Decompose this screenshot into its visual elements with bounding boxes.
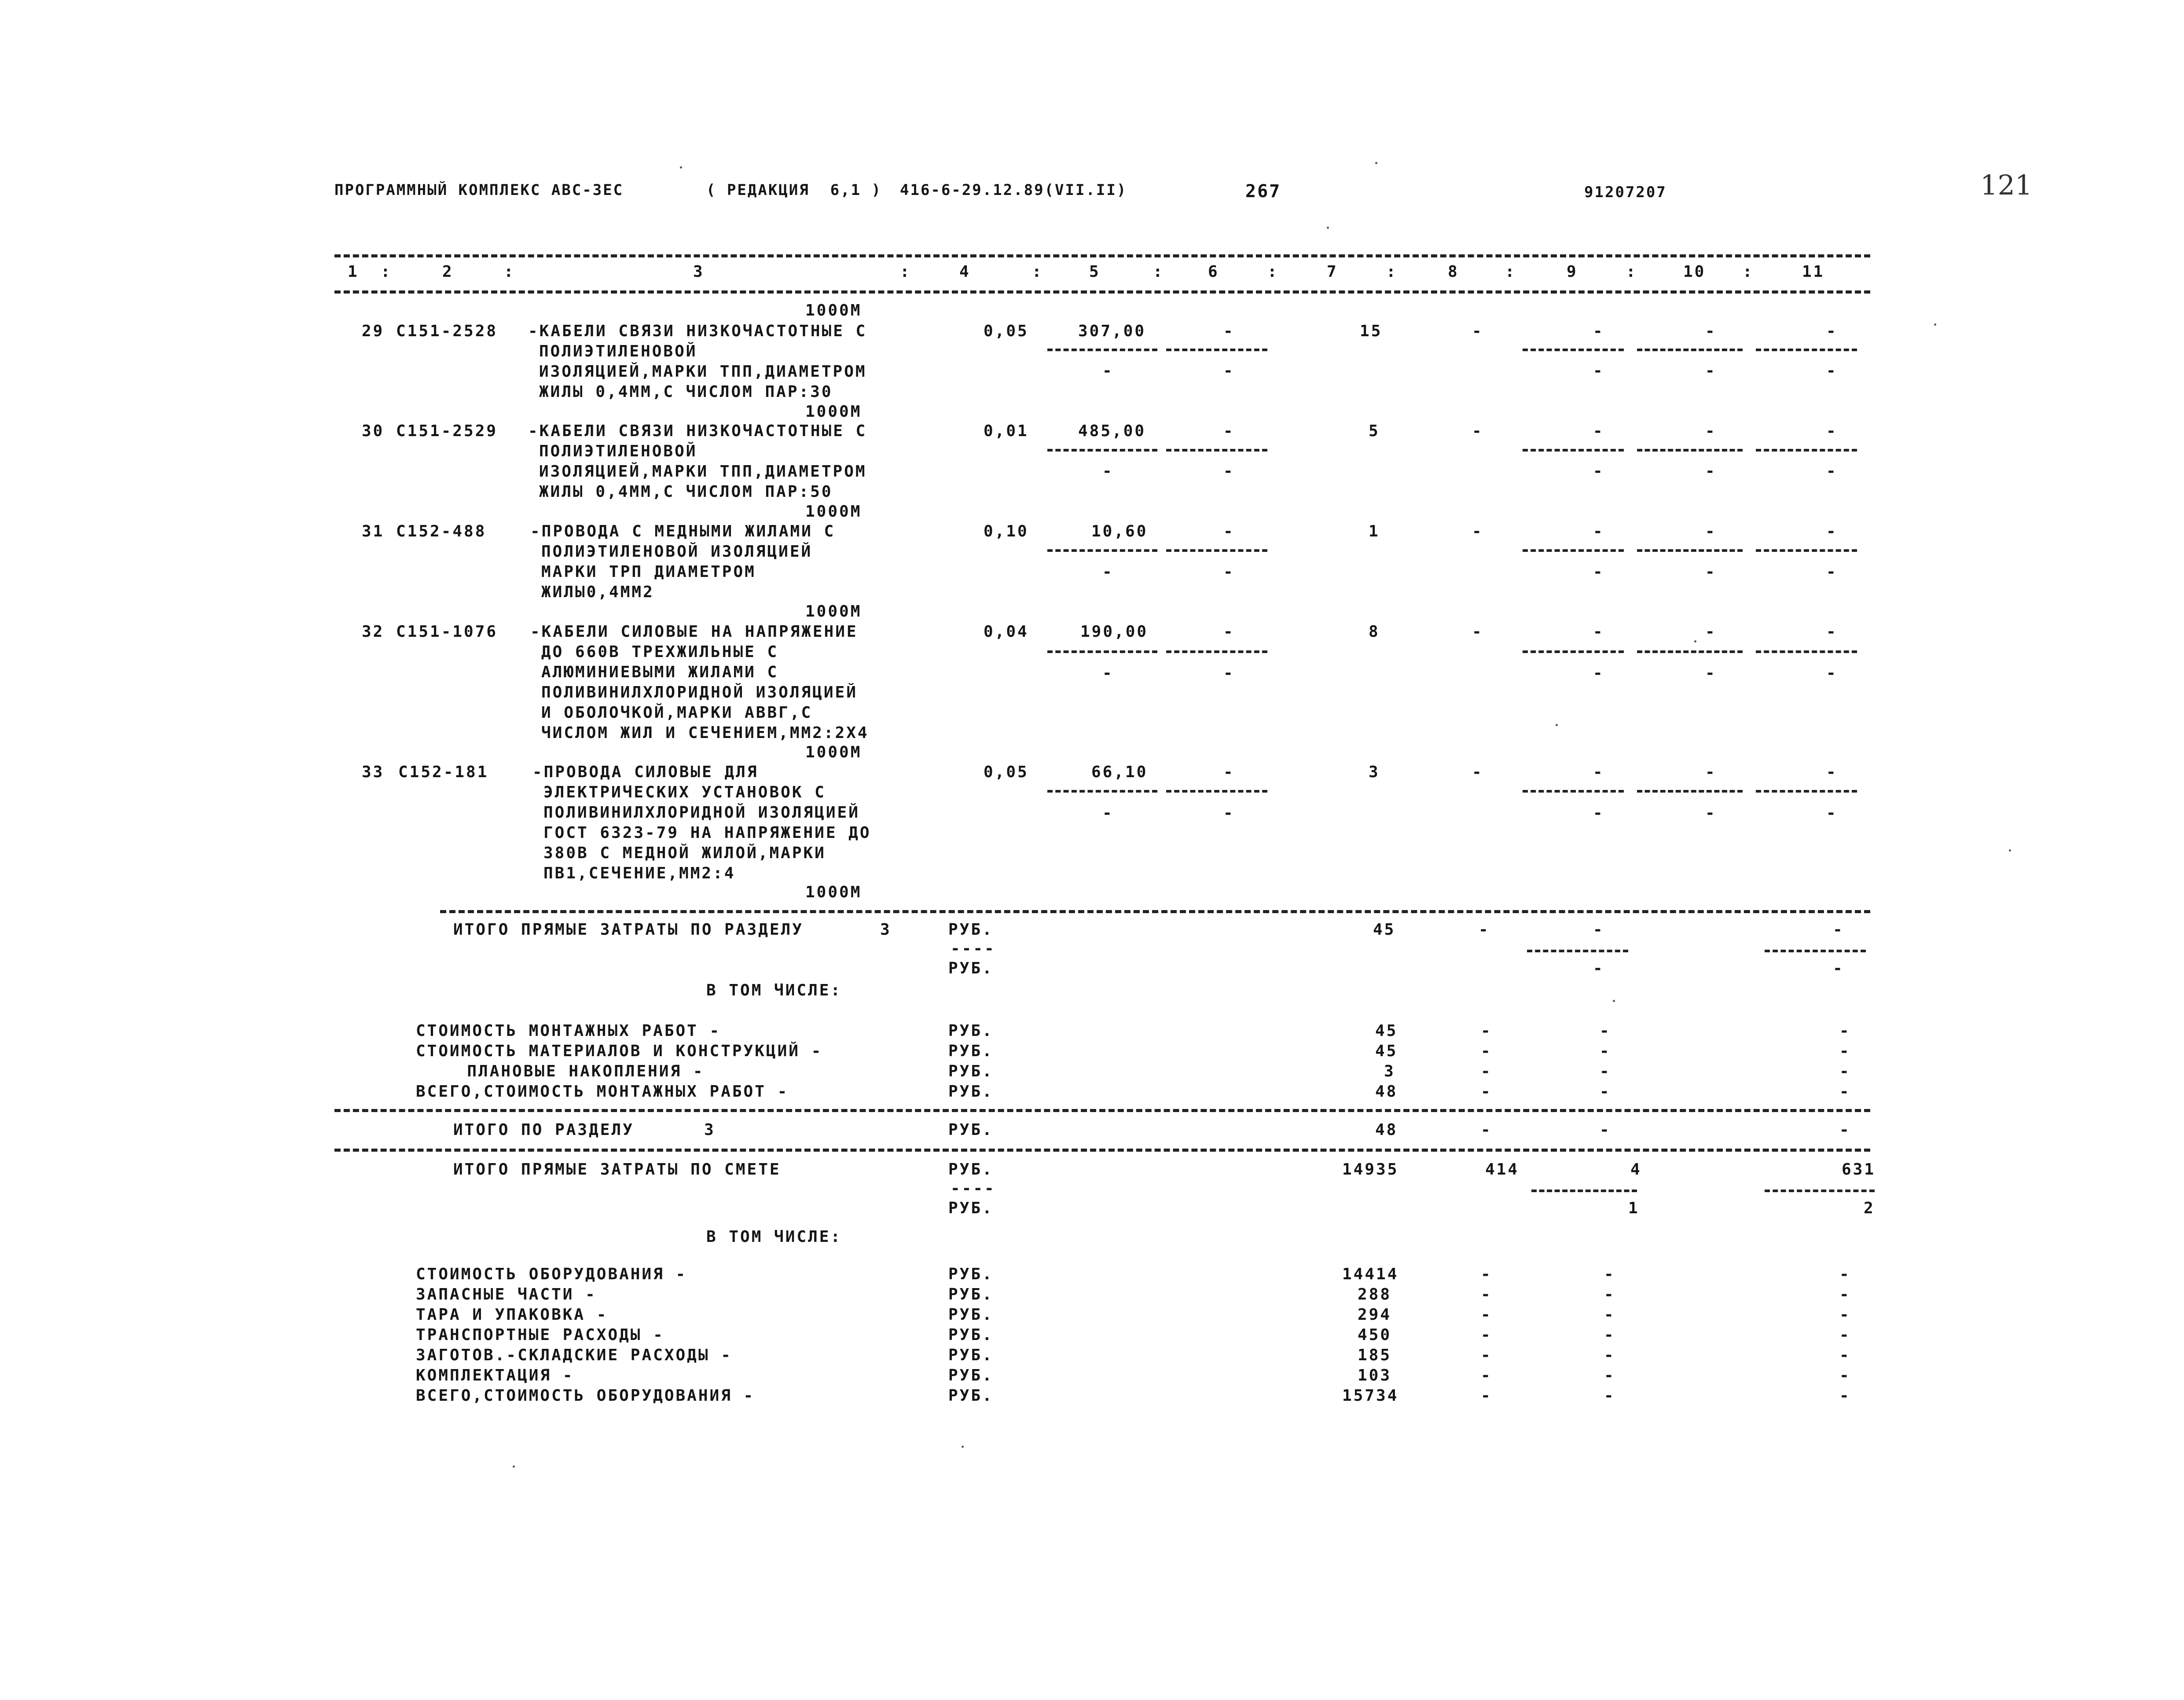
unit-label: 1000М xyxy=(805,301,862,319)
breakdown-col9: - xyxy=(1604,1366,1615,1384)
subtotal-rule xyxy=(1765,1190,1875,1192)
subtotal-rule xyxy=(1637,790,1743,793)
item-number: 30 xyxy=(362,422,385,440)
unit-label: 1000М xyxy=(805,503,862,521)
item-col11-sub: - xyxy=(1826,362,1838,380)
header-bottom-rule xyxy=(334,290,1870,294)
breakdown-col8: - xyxy=(1481,1285,1492,1303)
total-col9: 4 xyxy=(1630,1160,1642,1179)
item-desc-line: -КАБЕЛИ СИЛОВЫЕ НА НАПРЯЖЕНИЕ xyxy=(530,623,858,641)
item-col10: - xyxy=(1705,522,1717,540)
item-qty: 0,10 xyxy=(984,522,1029,540)
unit-label: 1000М xyxy=(805,883,862,901)
item-col5-sub: - xyxy=(1102,563,1114,581)
breakdown-col11: - xyxy=(1839,1366,1851,1384)
subtotal-rule xyxy=(1637,349,1743,351)
col-sep: : xyxy=(900,263,911,281)
currency-unit: РУБ. xyxy=(948,1366,994,1384)
edition: ( РЕДАКЦИЯ 6,1 ) xyxy=(706,181,882,199)
scan-speck xyxy=(1694,640,1696,643)
breakdown-col11: - xyxy=(1839,1042,1851,1060)
currency-unit: РУБ. xyxy=(948,1062,994,1080)
breakdown-col11: - xyxy=(1839,1285,1851,1303)
item-col5-sub: - xyxy=(1102,804,1114,822)
breakdown-col7: 48 xyxy=(1375,1083,1398,1101)
item-col11-sub: - xyxy=(1826,664,1838,682)
breakdown-col9: - xyxy=(1604,1285,1615,1303)
item-col8: - xyxy=(1472,522,1483,540)
scan-speck xyxy=(1613,1000,1615,1002)
currency-unit: РУБ. xyxy=(948,1160,994,1179)
item-code: С151-2528 xyxy=(396,322,498,340)
item-col9: - xyxy=(1593,322,1604,340)
item-col11: - xyxy=(1826,623,1838,641)
item-col10-sub: - xyxy=(1705,462,1717,480)
col-header-2: 2 xyxy=(442,263,454,281)
col-header-6: 6 xyxy=(1208,263,1219,281)
item-price: 10,60 xyxy=(1091,522,1148,540)
section-number: 3 xyxy=(704,1121,716,1139)
total-col8: - xyxy=(1479,921,1490,939)
breakdown-col11: - xyxy=(1839,1306,1851,1324)
item-desc-line: ЭЛЕКТРИЧЕСКИХ УСТАНОВОК С xyxy=(543,783,826,801)
breakdown-label: ПЛАНОВЫЕ НАКОПЛЕНИЯ - xyxy=(444,1062,705,1080)
item-qty: 0,05 xyxy=(984,322,1029,340)
item-qty: 0,04 xyxy=(984,623,1029,641)
item-col7: 3 xyxy=(1369,763,1380,781)
item-desc-line: АЛЮМИНИЕВЫМИ ЖИЛАМИ С xyxy=(541,663,779,681)
col-header-9: 9 xyxy=(1567,263,1578,281)
item-desc-line: ЧИСЛОМ ЖИЛ И СЕЧЕНИЕМ,ММ2:2Х4 xyxy=(541,724,869,742)
subtotal-rule xyxy=(1756,790,1857,793)
item-col10-sub: - xyxy=(1705,563,1717,581)
breakdown-col7: 15734 xyxy=(1342,1387,1399,1405)
subtotal-rule xyxy=(1166,790,1267,793)
subtotal-rule xyxy=(1047,549,1157,552)
breakdown-col9: - xyxy=(1600,1042,1611,1060)
breakdown-col7: 45 xyxy=(1375,1022,1398,1040)
item-col6-sub: - xyxy=(1223,664,1235,682)
col-header-4: 4 xyxy=(959,263,971,281)
item-col9: - xyxy=(1593,422,1604,440)
breakdown-label: ТРАНСПОРТНЫЕ РАСХОДЫ - xyxy=(416,1326,664,1344)
breakdown-col8: - xyxy=(1481,1306,1492,1324)
section-rule xyxy=(334,1149,1870,1152)
item-col6: - xyxy=(1223,422,1235,440)
item-col9-sub: - xyxy=(1593,664,1604,682)
item-col10-sub: - xyxy=(1705,664,1717,682)
item-desc-line: МАРКИ ТРП ДИАМЕТРОМ xyxy=(541,563,756,581)
item-number: 29 xyxy=(362,322,385,340)
breakdown-col11: - xyxy=(1839,1062,1851,1080)
item-col6: - xyxy=(1223,322,1235,340)
item-col9: - xyxy=(1593,763,1604,781)
subtotal-rule xyxy=(1756,449,1857,452)
sheet-number: 121 xyxy=(1980,169,2033,201)
currency-unit: РУБ. xyxy=(948,1042,994,1060)
unit-label: 1000М xyxy=(805,743,862,761)
item-desc-line: ГОСТ 6323-79 НА НАПРЯЖЕНИЕ ДО xyxy=(543,824,871,842)
item-desc-line: -ПРОВОДА СИЛОВЫЕ ДЛЯ xyxy=(532,763,759,781)
currency-unit: РУБ. xyxy=(948,959,994,977)
item-col9-sub: - xyxy=(1593,462,1604,480)
breakdown-label: ЗАГОТОВ.-СКЛАДСКИЕ РАСХОДЫ - xyxy=(416,1346,732,1364)
item-desc-line: ПОЛИВИНИЛХЛОРИДНОЙ ИЗОЛЯЦИЕЙ xyxy=(541,683,858,701)
item-col9-sub: - xyxy=(1593,362,1604,380)
col-header-8: 8 xyxy=(1448,263,1459,281)
scan-speck xyxy=(962,1446,964,1448)
item-col11-sub: - xyxy=(1826,804,1838,822)
subtotal-rule xyxy=(1523,650,1624,653)
item-col5-sub: - xyxy=(1102,362,1114,380)
item-col7: 8 xyxy=(1369,623,1380,641)
breakdown-col9: - xyxy=(1600,1062,1611,1080)
item-col10-sub: - xyxy=(1705,804,1717,822)
item-col11: - xyxy=(1826,763,1838,781)
item-desc-line: ПВ1,СЕЧЕНИЕ,ММ2:4 xyxy=(543,864,736,882)
total-col7: 14935 xyxy=(1342,1160,1399,1179)
item-desc-line: ПОЛИЭТИЛЕНОВОЙ ИЗОЛЯЦИЕЙ xyxy=(541,543,813,561)
breakdown-label: ВСЕГО,СТОИМОСТЬ ОБОРУДОВАНИЯ - xyxy=(416,1387,755,1405)
breakdown-col9: - xyxy=(1604,1346,1615,1364)
item-col11-sub: - xyxy=(1826,563,1838,581)
currency-unit: РУБ. xyxy=(948,1199,994,1217)
breakdown-col11: - xyxy=(1839,1346,1851,1364)
currency-unit: РУБ. xyxy=(948,1083,994,1101)
col-sep: : xyxy=(1386,263,1398,281)
total-label: ИТОГО ПРЯМЫЕ ЗАТРАТЫ ПО СМЕТЕ xyxy=(453,1160,781,1179)
col-header-1: 1 xyxy=(348,263,359,281)
total-col11: - xyxy=(1833,921,1844,939)
subtotal-rule xyxy=(1637,549,1743,552)
currency-unit: РУБ. xyxy=(948,1121,994,1139)
total-col11: 631 xyxy=(1842,1160,1876,1179)
scan-speck xyxy=(1556,724,1558,726)
total-col9-sub: 1 xyxy=(1628,1199,1640,1217)
total-col8: 414 xyxy=(1485,1160,1520,1179)
currency-unit: РУБ. xyxy=(948,921,994,939)
including-label: В ТОМ ЧИСЛЕ: xyxy=(706,1228,842,1246)
subtotal-rule xyxy=(1531,1190,1637,1192)
item-code: С152-488 xyxy=(396,522,487,540)
section-rule xyxy=(334,1109,1870,1112)
breakdown-col8: - xyxy=(1481,1083,1492,1101)
total-col11-sub: 2 xyxy=(1864,1199,1875,1217)
item-col6: - xyxy=(1223,623,1235,641)
scan-speck xyxy=(1934,323,1936,326)
item-desc-line: ИЗОЛЯЦИЕЙ,МАРКИ ТПП,ДИАМЕТРОМ xyxy=(539,363,867,381)
item-col6-sub: - xyxy=(1223,804,1235,822)
currency-unit: РУБ. xyxy=(948,1285,994,1303)
breakdown-col11: - xyxy=(1839,1083,1851,1101)
col-sep: : xyxy=(1505,263,1516,281)
item-col9: - xyxy=(1593,522,1604,540)
subtotal-rule xyxy=(1765,950,1866,952)
breakdown-col7: 45 xyxy=(1375,1042,1398,1060)
total-col7: 48 xyxy=(1375,1121,1398,1139)
breakdown-label: СТОИМОСТЬ МАТЕРИАЛОВ И КОНСТРУКЦИЙ - xyxy=(416,1042,823,1060)
breakdown-col11: - xyxy=(1839,1022,1851,1040)
item-col6: - xyxy=(1223,763,1235,781)
breakdown-label: СТОИМОСТЬ ОБОРУДОВАНИЯ - xyxy=(416,1265,687,1283)
item-desc-line: ИЗОЛЯЦИЕЙ,МАРКИ ТПП,ДИАМЕТРОМ xyxy=(539,463,867,481)
item-col8: - xyxy=(1472,763,1483,781)
total-col9-sub: - xyxy=(1593,959,1604,977)
breakdown-col8: - xyxy=(1481,1022,1492,1040)
total-label: ИТОГО ПО РАЗДЕЛУ xyxy=(453,1121,634,1139)
item-col11: - xyxy=(1826,322,1838,340)
item-col5-sub: - xyxy=(1102,664,1114,682)
program-name: ПРОГРАММНЫЙ КОМПЛЕКС АВС-ЗЕС xyxy=(334,181,624,199)
item-col7: 5 xyxy=(1369,422,1380,440)
including-label: В ТОМ ЧИСЛЕ: xyxy=(706,981,842,999)
breakdown-col8: - xyxy=(1481,1346,1492,1364)
breakdown-col9: - xyxy=(1600,1083,1611,1101)
item-col10: - xyxy=(1705,322,1717,340)
item-number: 32 xyxy=(362,623,385,641)
item-col6-sub: - xyxy=(1223,362,1235,380)
breakdown-col7: 185 xyxy=(1358,1346,1392,1364)
total-label: ИТОГО ПРЯМЫЕ ЗАТРАТЫ ПО РАЗДЕЛУ xyxy=(453,921,804,939)
item-code: С152-181 xyxy=(398,763,489,781)
total-col8: - xyxy=(1481,1121,1492,1139)
total-col9: - xyxy=(1593,921,1604,939)
col-sep: : xyxy=(1032,263,1043,281)
scan-speck xyxy=(2009,849,2011,852)
subtotal-rule xyxy=(1637,449,1743,452)
scan-speck xyxy=(1375,162,1377,164)
item-col8: - xyxy=(1472,623,1483,641)
subtotal-rule xyxy=(1166,549,1267,552)
item-desc-line: -КАБЕЛИ СВЯЗИ НИЗКОЧАСТОТНЫЕ С xyxy=(528,422,867,440)
breakdown-col11: - xyxy=(1839,1265,1851,1283)
col-sep: : xyxy=(1153,263,1164,281)
subtotal-rule xyxy=(1047,790,1157,793)
header-top-rule xyxy=(334,254,1870,257)
col-header-10: 10 xyxy=(1683,263,1706,281)
item-number: 31 xyxy=(362,522,385,540)
item-col9-sub: - xyxy=(1593,804,1604,822)
breakdown-col7: 14414 xyxy=(1342,1265,1399,1283)
breakdown-col8: - xyxy=(1481,1265,1492,1283)
subtotal-rule xyxy=(1047,650,1157,653)
subtotal-rule xyxy=(1756,349,1857,351)
subtotal-rule xyxy=(1523,790,1624,793)
item-desc-line: ПОЛИЭТИЛЕНОВОЙ xyxy=(539,442,697,460)
item-col8: - xyxy=(1472,422,1483,440)
unit-label: 1000М xyxy=(805,602,862,621)
item-desc-line: ДО 660В ТРЕХЖИЛЬНЫЕ С xyxy=(541,643,779,661)
col-header-3: 3 xyxy=(693,263,705,281)
item-desc-line: -ПРОВОДА С МЕДНЫМИ ЖИЛАМИ С xyxy=(530,522,836,540)
item-col10: - xyxy=(1705,763,1717,781)
item-price: 307,00 xyxy=(1078,322,1146,340)
breakdown-col9: - xyxy=(1600,1022,1611,1040)
subtotal-rule xyxy=(1756,549,1857,552)
item-col8: - xyxy=(1472,322,1483,340)
breakdown-col7: 3 xyxy=(1384,1062,1395,1080)
unit-label: 1000М xyxy=(805,403,862,421)
item-col10: - xyxy=(1705,623,1717,641)
item-desc-line: -КАБЕЛИ СВЯЗИ НИЗКОЧАСТОТНЫЕ С xyxy=(528,322,867,340)
item-col6-sub: - xyxy=(1223,563,1235,581)
item-price: 485,00 xyxy=(1078,422,1146,440)
subtotal-rule xyxy=(1166,650,1267,653)
breakdown-col9: - xyxy=(1604,1306,1615,1324)
item-col6-sub: - xyxy=(1223,462,1235,480)
item-price: 66,10 xyxy=(1091,763,1148,781)
subtotal-rule xyxy=(1166,449,1267,452)
item-desc-line: ЖИЛЫ 0,4ММ,С ЧИСЛОМ ПАР:30 xyxy=(539,383,833,401)
item-code: С151-1076 xyxy=(396,623,498,641)
col-sep: : xyxy=(1267,263,1279,281)
item-desc-line: ЖИЛЫ0,4ММ2 xyxy=(541,583,654,601)
item-col5-sub: - xyxy=(1102,462,1114,480)
unit-separator: ---- xyxy=(951,1179,996,1197)
item-desc-line: 380В С МЕДНОЙ ЖИЛОЙ,МАРКИ xyxy=(543,844,826,862)
document-code: 91207207 xyxy=(1584,184,1667,201)
unit-separator: ---- xyxy=(951,940,996,958)
item-number: 33 xyxy=(362,763,385,781)
currency-unit: РУБ. xyxy=(948,1387,994,1405)
col-sep: : xyxy=(1743,263,1754,281)
item-col7: 15 xyxy=(1360,322,1383,340)
breakdown-col8: - xyxy=(1481,1387,1492,1405)
breakdown-col8: - xyxy=(1481,1062,1492,1080)
col-header-11: 11 xyxy=(1802,263,1825,281)
item-col11: - xyxy=(1826,422,1838,440)
col-header-5: 5 xyxy=(1089,263,1101,281)
breakdown-col9: - xyxy=(1604,1265,1615,1283)
scan-speck xyxy=(513,1465,515,1468)
col-header-7: 7 xyxy=(1327,263,1338,281)
scan-speck xyxy=(1327,227,1329,229)
currency-unit: РУБ. xyxy=(948,1326,994,1344)
breakdown-col8: - xyxy=(1481,1326,1492,1344)
subtotal-rule xyxy=(1637,650,1743,653)
breakdown-label: ЗАПАСНЫЕ ЧАСТИ - xyxy=(416,1285,597,1303)
currency-unit: РУБ. xyxy=(948,1346,994,1364)
subtotal-rule xyxy=(1047,349,1157,351)
currency-unit: РУБ. xyxy=(948,1265,994,1283)
breakdown-col9: - xyxy=(1604,1387,1615,1405)
breakdown-col8: - xyxy=(1481,1042,1492,1060)
item-desc-line: ПОЛИВИНИЛХЛОРИДНОЙ ИЗОЛЯЦИЕЙ xyxy=(543,804,860,822)
item-desc-line: И ОБОЛОЧКОЙ,МАРКИ АВВГ,С xyxy=(541,704,813,722)
subtotal-rule xyxy=(1047,449,1157,452)
item-col10-sub: - xyxy=(1705,362,1717,380)
item-col10: - xyxy=(1705,422,1717,440)
item-col9-sub: - xyxy=(1593,563,1604,581)
total-col11: - xyxy=(1839,1121,1851,1139)
section-rule xyxy=(440,910,1870,913)
total-col9: - xyxy=(1600,1121,1611,1139)
subtotal-rule xyxy=(1523,449,1624,452)
breakdown-col7: 288 xyxy=(1358,1285,1392,1303)
breakdown-col7: 103 xyxy=(1358,1366,1392,1384)
breakdown-col7: 294 xyxy=(1358,1306,1392,1324)
breakdown-col9: - xyxy=(1604,1326,1615,1344)
item-qty: 0,01 xyxy=(984,422,1029,440)
item-price: 190,00 xyxy=(1080,623,1149,641)
breakdown-col11: - xyxy=(1839,1326,1851,1344)
currency-unit: РУБ. xyxy=(948,1306,994,1324)
breakdown-col7: 450 xyxy=(1358,1326,1392,1344)
col-sep: : xyxy=(1626,263,1637,281)
item-col6: - xyxy=(1223,522,1235,540)
breakdown-col8: - xyxy=(1481,1366,1492,1384)
subtotal-rule xyxy=(1523,349,1624,351)
scan-speck xyxy=(680,166,682,169)
item-desc-line: ЖИЛЫ 0,4ММ,С ЧИСЛОМ ПАР:50 xyxy=(539,483,833,501)
total-col11-sub: - xyxy=(1833,959,1844,977)
currency-unit: РУБ. xyxy=(948,1022,994,1040)
breakdown-label: СТОИМОСТЬ МОНТАЖНЫХ РАБОТ - xyxy=(416,1022,721,1040)
breakdown-label: КОМПЛЕКТАЦИЯ - xyxy=(416,1366,574,1384)
subtotal-rule xyxy=(1527,950,1628,952)
total-col7: 45 xyxy=(1373,921,1396,939)
subtotal-rule xyxy=(1756,650,1857,653)
col-sep: : xyxy=(381,263,392,281)
project-code: 416-6-29.12.89(VII.II) xyxy=(900,181,1127,199)
subtotal-rule xyxy=(1523,549,1624,552)
col-sep: : xyxy=(504,263,515,281)
item-qty: 0,05 xyxy=(984,763,1029,781)
item-col11: - xyxy=(1826,522,1838,540)
breakdown-label: ВСЕГО,СТОИМОСТЬ МОНТАЖНЫХ РАБОТ - xyxy=(416,1083,789,1101)
item-desc-line: ПОЛИЭТИЛЕНОВОЙ xyxy=(539,342,697,360)
breakdown-col11: - xyxy=(1839,1387,1851,1405)
subtotal-rule xyxy=(1166,349,1267,351)
section-number: 3 xyxy=(880,921,892,939)
page-number: 267 xyxy=(1245,181,1281,202)
item-col9: - xyxy=(1593,623,1604,641)
item-code: С151-2529 xyxy=(396,422,498,440)
breakdown-label: ТАРА И УПАКОВКА - xyxy=(416,1306,608,1324)
item-col7: 1 xyxy=(1369,522,1380,540)
item-col11-sub: - xyxy=(1826,462,1838,480)
